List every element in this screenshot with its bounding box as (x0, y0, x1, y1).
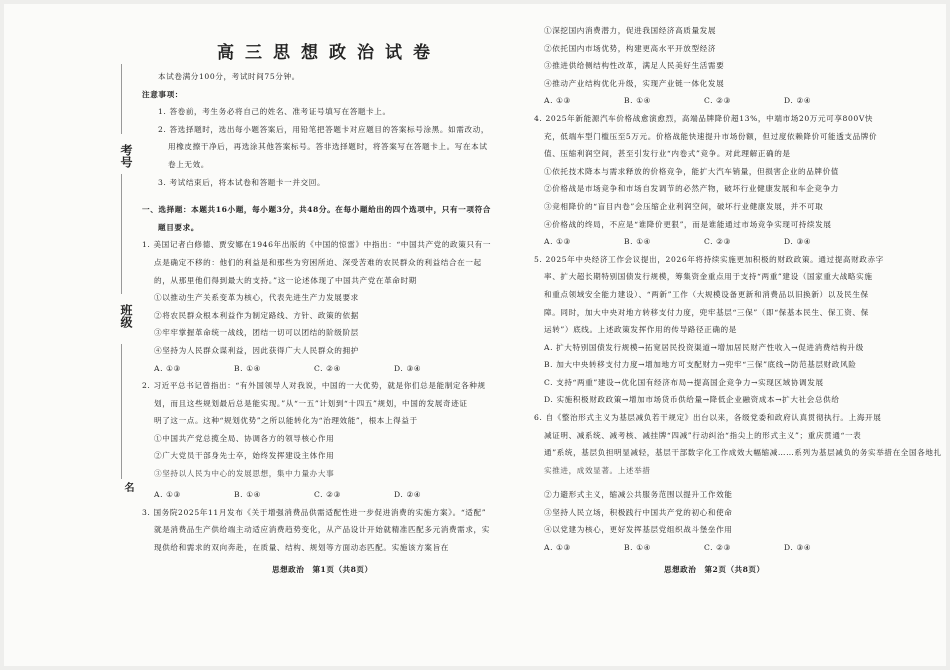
question-5-option: D. 实施积极财政政策→增加市场货币供给量→降低企业融资成本→扩大社会总供给 (544, 395, 840, 405)
question-5-line: 和重点领域安全能力建设）、“两新”工作（大规模设备更新和消费品以旧换新）以及民生保 (544, 289, 869, 299)
exam-info: 本试卷满分100分，考试时间75分钟。 (158, 72, 300, 81)
option-c: C. ②③ (704, 542, 731, 552)
question-4-options (544, 233, 924, 251)
question-6-line: 通”系统，基层负担明显减轻，基层干部数字化工作成效大幅缩减……系列为基层减负的务实举措在全国各地扎 (544, 448, 942, 458)
right-column-lower (544, 486, 924, 556)
question-4-statement: ③竞相降价的“盲目内卷”会压缩企业利润空间，破坏行业健康发展，并不可取 (544, 201, 824, 211)
question-1-statement: ④坚持为人民群众谋利益，因此获得广大人民群众的拥护 (154, 345, 359, 355)
option-a: A. ①③ (544, 96, 571, 106)
question-2-line: 划，而且这些规划最后总是能实现。”从“一五”计划到“十四五”规划，中国的发展奇迹证 (154, 398, 468, 408)
question-6-statement: ③坚持人民立场，积极践行中国共产党的初心和使命 (544, 507, 733, 517)
question-4-statement: ②价格战是市场竞争和市场自发调节的必然产物，破坏行业健康发展和车企竞争力 (544, 184, 839, 194)
option-c: C. ②③ (314, 490, 341, 499)
question-4-line: 值、压缩利润空间，甚至引发行业“内卷式”竞争。对此理解正确的是 (544, 149, 791, 159)
question-2-options (154, 486, 514, 504)
question-6-statement: ④以党建为核心，更好发挥基层党组织战斗堡垒作用 (544, 525, 733, 535)
question-3-line: 就是消费品生产供给端主动适应消费趋势变化，从产品设计开始就精准匹配多元消费需求，实 (154, 525, 490, 535)
exam-number-label: 考号 (119, 144, 133, 168)
note-line: 1. 答卷前，考生务必将自己的姓名、准考证号填写在答题卡上。 (158, 107, 391, 117)
note-line: 用橡皮擦干净后，再选涂其他答案标号。答非选择题时，将答案写在答题卡上。写在本试 (168, 142, 488, 152)
question-4-line: 充，低端车型门槛压至5万元。价格战能快速提升市场份额，但过度依赖降价可能透支品牌价 (544, 131, 878, 141)
binding-line (121, 64, 122, 134)
option-a: A. ①③ (544, 542, 571, 552)
question-1-line: 1. 美国记者白修德、贾安娜在1946年出版的《中国的惊雷》中指出：“中国共产党的政策只有一 (142, 240, 492, 250)
option-d: D. ③④ (784, 542, 812, 552)
section1-heading: 一、选择题：本题共16小题，每小题3分，共48分。在每小题给出的四个选项中，只有一项符合 (142, 205, 491, 215)
option-b: B. ①④ (234, 363, 262, 373)
question-2-statement-cut: ③坚持以人民为中心的发展思想，集中力量办大事 (154, 469, 335, 479)
exam-sheet (4, 4, 946, 666)
option-c: C. ②④ (314, 363, 341, 373)
question-3-statement: ①深挖国内消费潜力，促进我国经济高质量发展 (544, 26, 717, 35)
question-5-line: 5. 2025年中央经济工作会议提出，2026年将持续实施更加积极的财政政策。通过提高财政赤字 (534, 254, 884, 264)
right-column (534, 22, 942, 475)
question-5-line: 率、扩大超长期特别国债发行规模，筹集资金重点用于支持“两重”建设（国家重大战略实施 (544, 272, 873, 282)
question-6-line: 减证明、减系统、减考核、减挂牌“四减”行动纠治“指尖上的形式主义”；重庆贯通“一表 (544, 430, 862, 440)
left-column (142, 68, 514, 479)
page-footer-left: 思想政治 第1页（共8页） (272, 565, 373, 574)
question-4-line: 4. 2025年新能源汽车价格战愈演愈烈，高端品牌降价超13%，中端市场20万元可享800V快 (534, 113, 874, 123)
binding-line (121, 174, 122, 294)
option-d: D. ③④ (784, 237, 812, 247)
option-a: A. ①③ (154, 490, 181, 499)
option-c: C. ②③ (704, 237, 731, 247)
question-3-line: 3. 国务院2025年11月发布《关于增强消费品供需适配性进一步促进消费的实施方案》。“适配” (142, 507, 487, 517)
question-2-line: 2. 习近平总书记曾指出：“有外国领导人对我说，中国的一大优势，就是你们总是能制定各种规 (142, 381, 486, 391)
question-1-line: 的，从那里他们得到最大的支持。”这一论述体现了中国共产党在革命时期 (154, 275, 417, 285)
note-line: 3. 考试结束后，将本试卷和答题卡一并交回。 (158, 177, 326, 187)
question-1-statement: ①以推动生产关系变革为核心，代表先进生产力发展要求 (154, 293, 359, 303)
option-c: C. ②③ (704, 96, 731, 106)
binding-margin (109, 64, 135, 564)
question-6-line-cut: 实推进，成效显著。上述举措 (544, 465, 651, 475)
option-d: D. ③④ (394, 363, 422, 373)
option-b: B. ①④ (624, 542, 652, 552)
left-column-lower (142, 486, 514, 556)
class-label: 班级 (119, 304, 133, 328)
section1-heading: 题目要求。 (158, 222, 199, 232)
binding-line (121, 344, 122, 479)
question-2-line: 明了这一点。这种“规划优势”之所以能转化为“治理效能”，根本上得益于 (154, 416, 418, 426)
question-6-options (544, 539, 924, 557)
question-1-line: 点是确定不移的：他们的利益是和那些为穷困所迫、深受苦难的农民群众的利益结合在一起 (154, 257, 482, 267)
question-3-line: 现供给和需求的双向奔赴，在质量、结构、规划等方面动态匹配。实施该方案旨在 (154, 542, 449, 552)
question-5-option: B. 加大中央转移支付力度→增加地方可支配财力→兜牢“三保”底线→防范基层财政风险 (544, 360, 857, 370)
question-1-statement: ③牢牢掌握革命统一战线，团结一切可以团结的阶级阶层 (154, 328, 359, 338)
option-d: D. ②④ (394, 490, 422, 499)
question-4-statement: ④价格战的终局，不应是“谁降价更狠”，而是谁能通过市场竞争实现可持续发展 (544, 219, 832, 229)
question-3-statement: ④推动产业结构优化升级，实现产业链一体化发展 (544, 78, 725, 88)
note-line: 2. 答选择题时，选出每小题答案后，用铅笔把答题卡对应题目的答案标号涂黑。如需改动， (158, 124, 490, 134)
question-2-statement: ②广大党员干部身先士卒，始终发挥建设主体作用 (154, 451, 335, 461)
question-5-option: A. 扩大特别国债发行规模→拓宽居民投资渠道→增加居民财产性收入→促进消费结构升级 (544, 342, 864, 352)
question-1-statement: ②将农民群众根本利益作为制定路线、方针、政策的依据 (154, 310, 359, 320)
question-4-statement: ①依托技术降本与需求释放的价格竞争，能扩大汽车销量，但损害企业的品牌价值 (544, 166, 839, 176)
question-1-options (142, 360, 514, 378)
option-a: A. ①③ (154, 363, 181, 373)
question-3-options (544, 92, 924, 110)
option-a: A. ①③ (544, 237, 571, 247)
question-5-line: 运转”）底线。上述政策发挥作用的传导路径正确的是 (544, 325, 737, 335)
option-d: D. ②④ (784, 96, 812, 106)
name-label: 名 (122, 482, 133, 492)
notes-heading: 注意事项： (142, 89, 183, 99)
option-b: B. ①④ (624, 96, 652, 106)
exam-title: 高三思想政治试卷 (217, 43, 441, 63)
question-6-line: 6. 自《整治形式主义为基层减负若干规定》出台以来，各级党委和政府认真贯彻执行。上海开展 (534, 413, 882, 423)
page-footer-right: 思想政治 第2页（共8页） (664, 565, 765, 574)
question-3-statement: ②依托国内市场优势，构建更高水平开放型经济 (544, 43, 717, 53)
question-2-statement: ①中国共产党总揽全局、协调各方的领导核心作用 (154, 433, 335, 443)
question-5-line: 障。同时，加大中央对地方转移支付力度，兜牢基层“三保”（即“保基本民生、保工资、保 (544, 307, 869, 317)
note-line: 卷上无效。 (168, 159, 209, 169)
question-6-statement: ②力避形式主义，缩减公共服务范围以提升工作效能 (544, 490, 733, 499)
option-b: B. ①④ (624, 237, 652, 247)
question-5-option: C. 支持“两重”建设→优化国有经济布局→提高国企竞争力→实现区域协调发展 (544, 377, 824, 387)
question-3-statement: ③推进供给侧结构性改革，满足人民美好生活需要 (544, 61, 725, 71)
option-b: B. ①④ (234, 490, 262, 499)
